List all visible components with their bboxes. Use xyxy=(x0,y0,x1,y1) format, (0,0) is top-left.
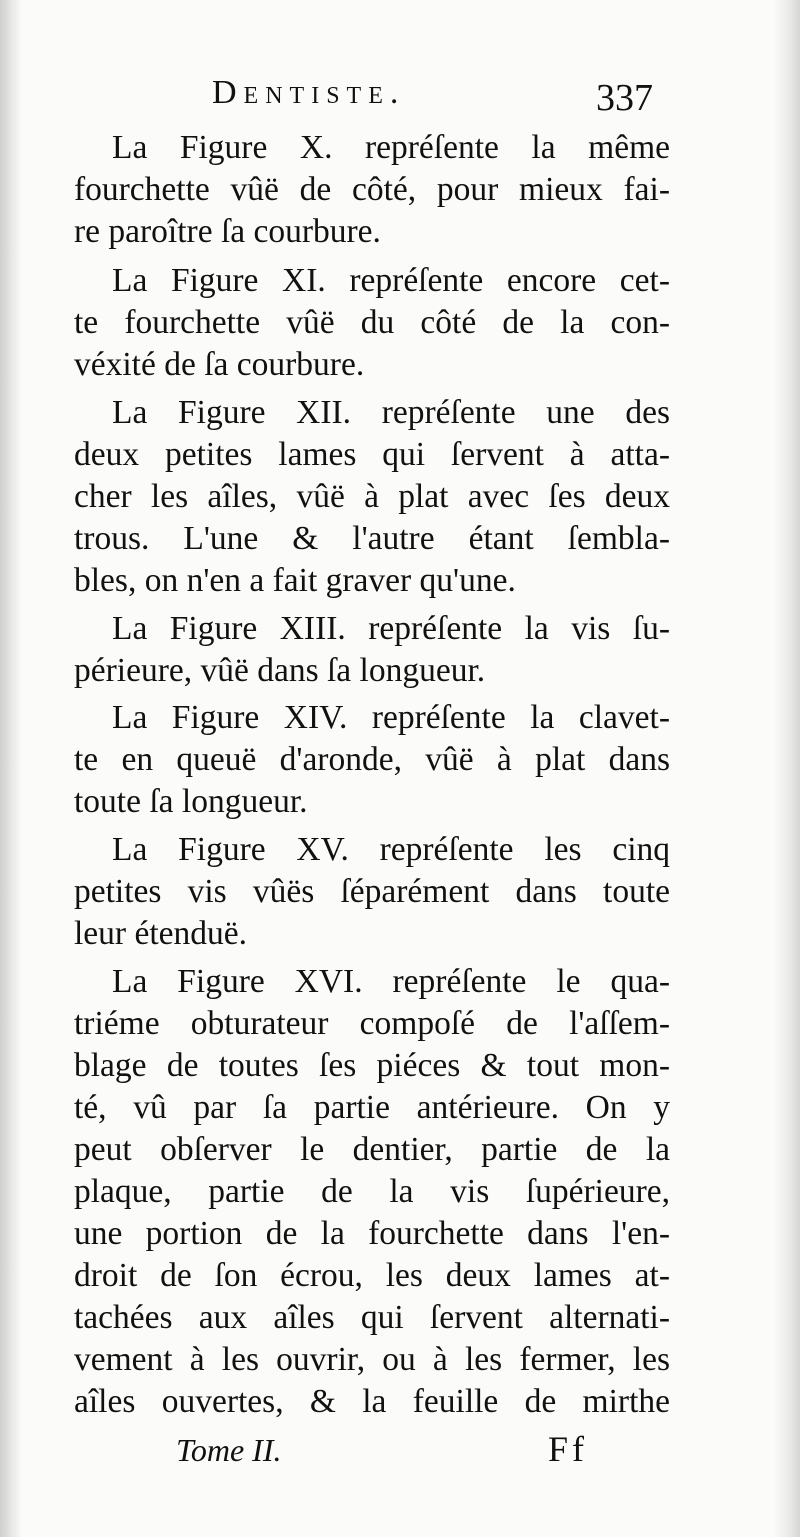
text-line: leur étenduë. xyxy=(74,915,247,952)
text-line: La Figure XVI. repréſente le qua- xyxy=(112,963,670,1000)
text-line: tachées aux aîles qui ſervent alternati- xyxy=(74,1299,670,1336)
text-line: aîles ouvertes, & la feuille de mirthe xyxy=(74,1383,670,1420)
text-line: périeure, vûë dans ſa longueur. xyxy=(74,652,486,689)
text-line: La Figure XIV. repréſente la clavet- xyxy=(112,699,670,736)
text-line: triéme obturateur compoſé de l'aſſem- xyxy=(74,1005,670,1042)
signature-mark: Ff xyxy=(548,1429,589,1469)
text-line: droit de ſon écrou, les deux lames at- xyxy=(74,1257,670,1294)
text-line: te fourchette vûë du côté de la con- xyxy=(74,304,670,341)
text-line: La Figure XII. repréſente une des xyxy=(112,394,670,431)
text-line: blage de toutes ſes piéces & tout mon- xyxy=(74,1047,670,1084)
text-line: une portion de la fourchette dans l'en- xyxy=(74,1215,670,1252)
signature-volume: Tome II. xyxy=(176,1432,282,1468)
text-line: te en queuë d'aronde, vûë à plat dans xyxy=(74,741,670,778)
page-edge xyxy=(774,0,800,1537)
running-title: Dentiste. xyxy=(212,74,406,111)
text-line: La Figure XI. repréſente encore cet- xyxy=(112,262,670,299)
page-number: 337 xyxy=(596,77,653,119)
text-line: plaque, partie de la vis ſupérieure, xyxy=(74,1173,670,1210)
text-line: véxité de ſa courbure. xyxy=(74,346,365,383)
text-line: La Figure XV. repréſente les cinq xyxy=(112,831,670,868)
text-line: deux petites lames qui ſervent à atta- xyxy=(74,436,670,473)
text-line: cher les aîles, vûë à plat avec ſes deux xyxy=(74,478,670,515)
text-line: té, vû par ſa partie antérieure. On y xyxy=(74,1089,670,1126)
text-line: La Figure XIII. repréſente la vis ſu- xyxy=(112,610,670,647)
text-line: toute ſa longueur. xyxy=(74,783,308,820)
text-line: re paroître ſa courbure. xyxy=(74,213,381,250)
text-line: fourchette vûë de côté, pour mieux fai- xyxy=(74,171,670,208)
text-line: La Figure X. repréſente la même xyxy=(112,129,670,166)
text-line: peut obſerver le dentier, partie de la xyxy=(74,1131,670,1168)
text-line: vement à les ouvrir, ou à les fermer, les xyxy=(74,1341,670,1378)
binding-gutter xyxy=(0,0,22,1537)
text-line: trous. L'une & l'autre étant ſembla- xyxy=(74,520,670,557)
text-line: bles, on n'en a fait graver qu'une. xyxy=(74,562,516,599)
text-line: petites vis vûës ſéparément dans toute xyxy=(74,873,670,910)
